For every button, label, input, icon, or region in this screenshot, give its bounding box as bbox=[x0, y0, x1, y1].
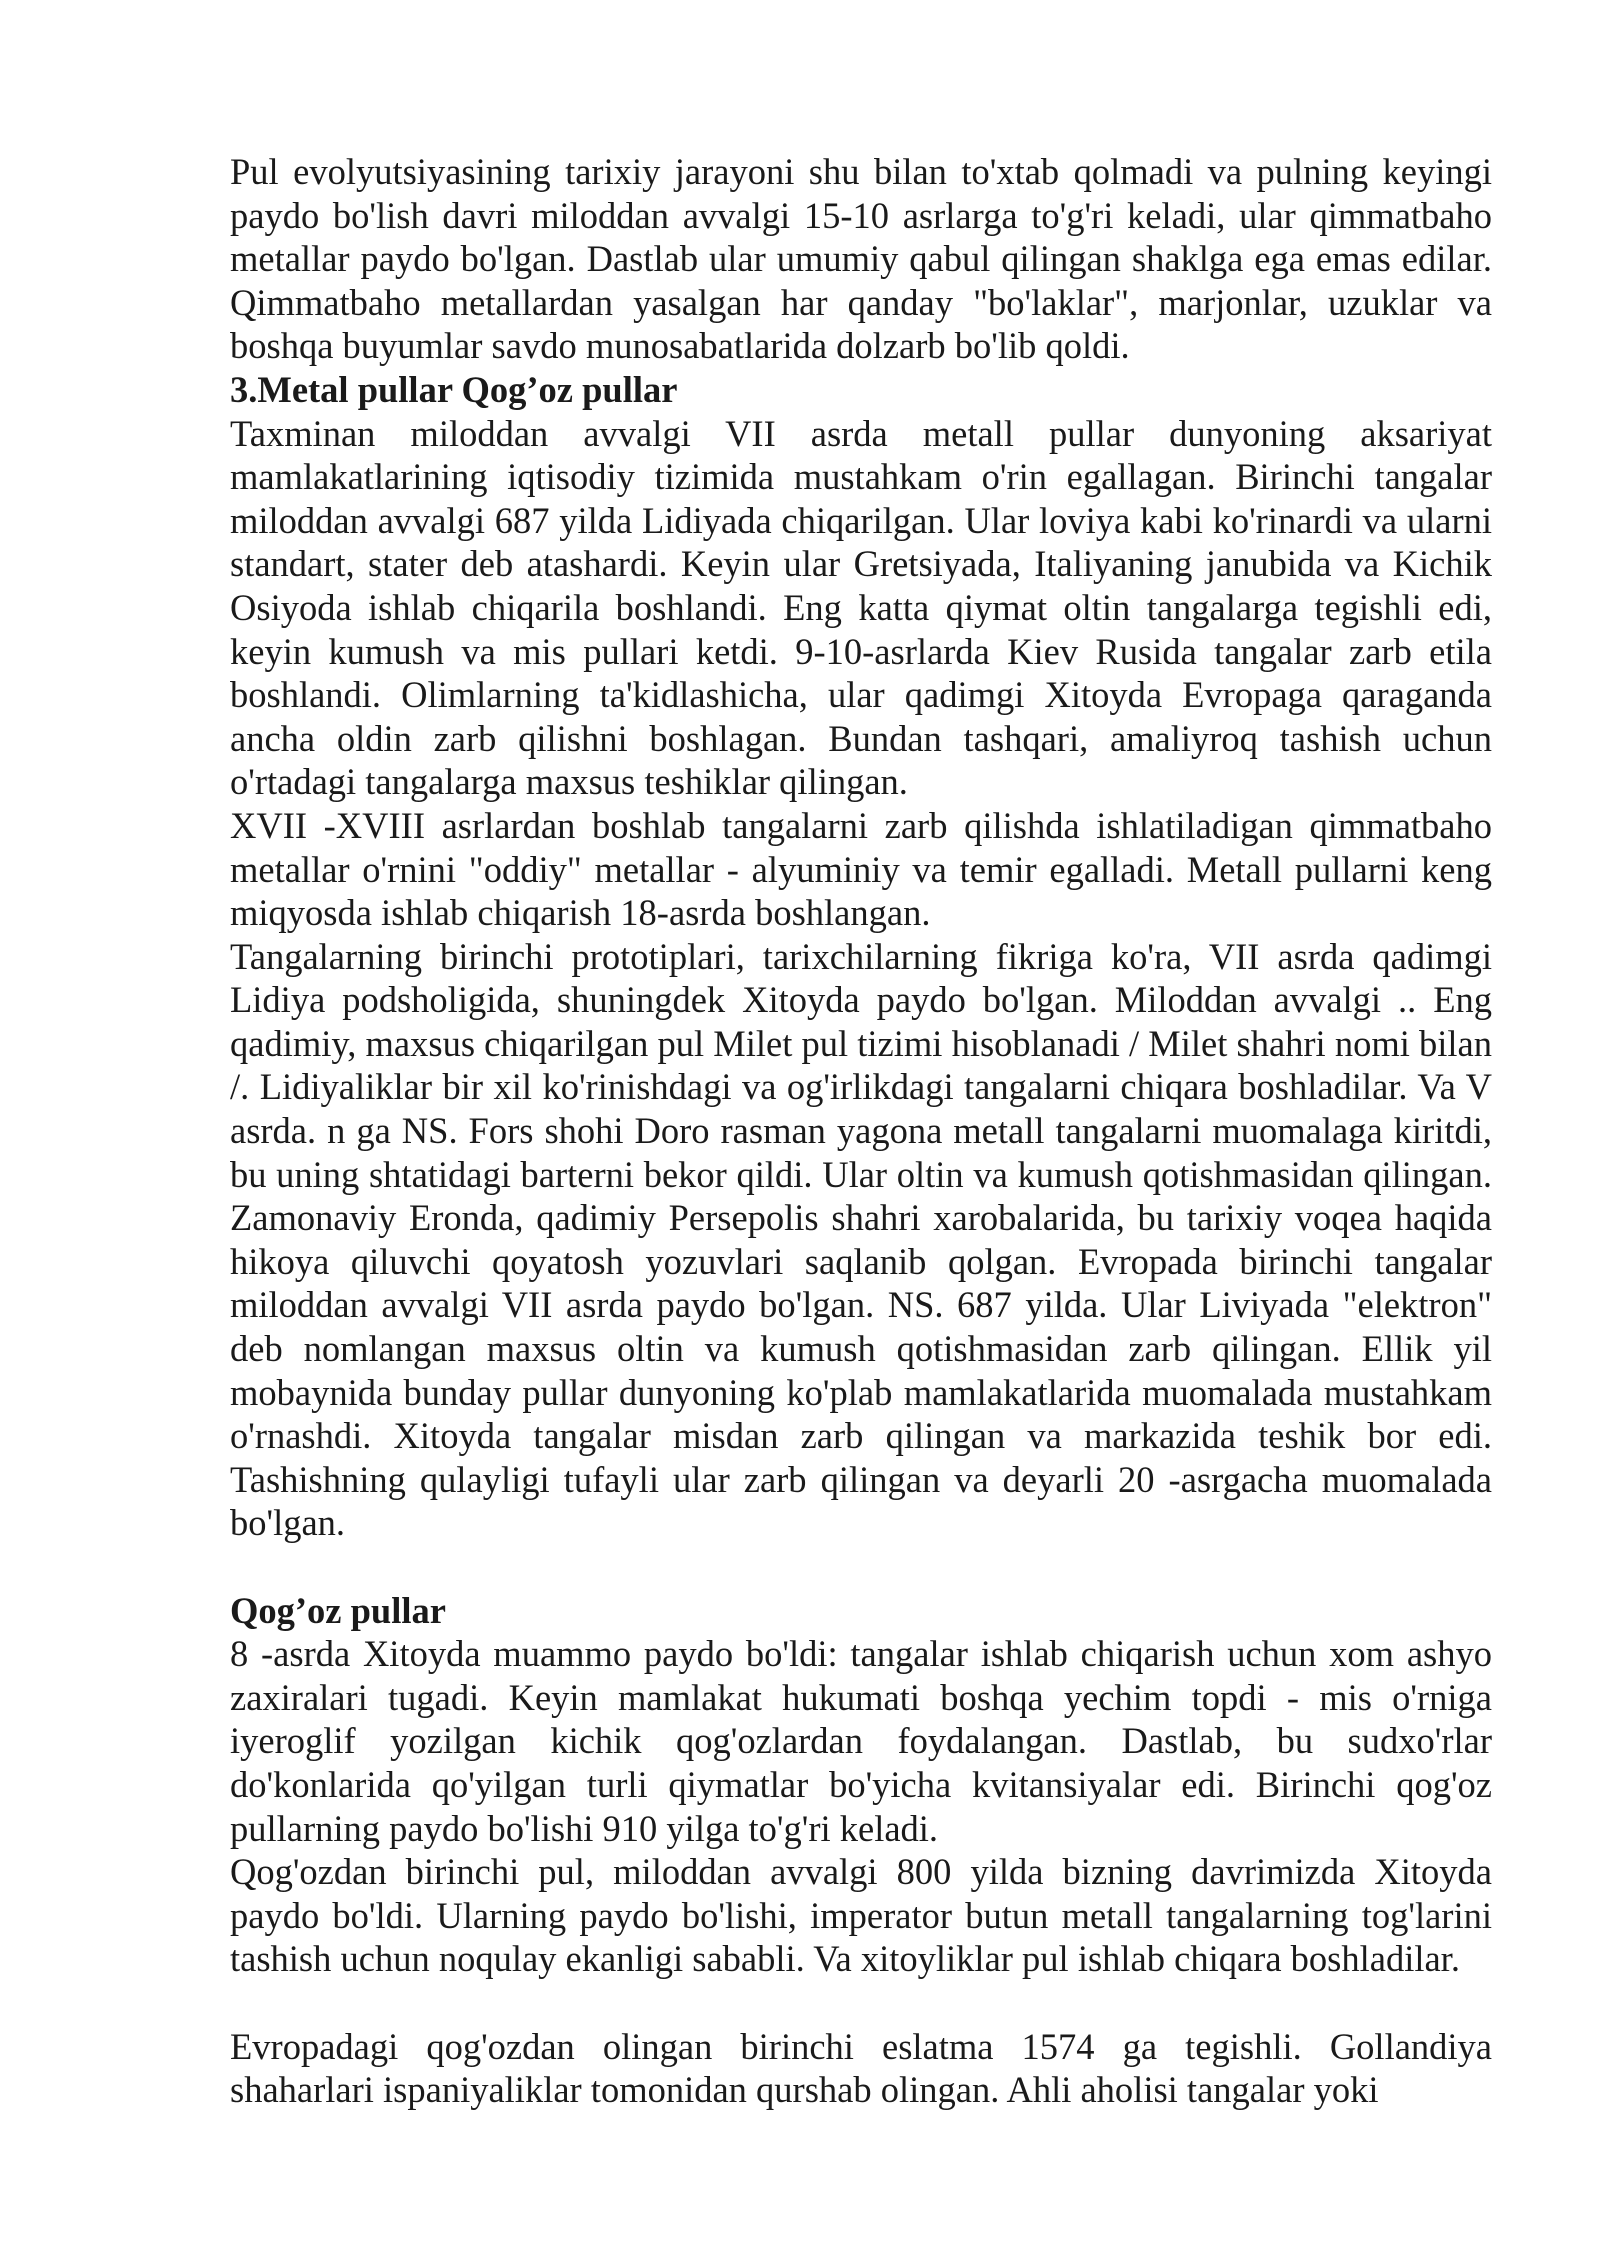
paragraph-metal-evolution: Pul evolyutsiyasining tarixiy jarayoni shu bilan to'xtab qolmadi va pulning keyingi paydo bo'lish davri miloddan avvalgi 15-10 asrlarga to'g'ri keladi, ular qimmatbaho metallar paydo bo'lgan. Dastlab ular umumiy qabul qilingan shaklga ega emas edilar. Qimmatbaho metallardan yasalgan har qanday "bo'laklar", marjonlar, uzuklar va boshqa buyumlar savdo munosabatlarida dolzarb bo'lib qoldi. bbox=[230, 151, 1492, 367]
paragraph-china-paper-money: 8 -asrda Xitoyda muammo paydo bo'ldi: tangalar ishlab chiqarish uchun xom ashyo zaxiralari tugadi. Keyin mamlakat hukumati boshqa yechim topdi - mis o'rniga iyeroglif yozilgan kichik qog'ozlardan foydalangan. Dastlab, bu sudxo'rlar do'konlarida qo'yilgan turli qiymatlar bo'yicha kvitansiyalar edi. Birinchi qog'oz pullarning paydo bo'lishi 910 yilga to'g'ri keladi. bbox=[230, 1633, 1492, 1849]
paragraph-common-metals: XVII -XVIII asrlardan boshlab tangalarni zarb qilishda ishlatiladigan qimmatbaho metallar o'rnini "oddiy" metallar - alyuminiy va temir egalladi. Metall pullarni keng miqyosda ishlab chiqarish 18-asrda boshlangan. bbox=[230, 804, 1492, 934]
section-heading-metal-paper-money: 3.Metal pullar Qog’oz pullar bbox=[230, 368, 678, 410]
paragraph-coin-prototypes: Tangalarning birinchi prototiplari, tarixchilarning fikriga ko'ra, VII asrda qadimgi Lidiya podsholigida, shuningdek Xitoyda paydo bo'lgan. Miloddan avvalgi .. Eng qadimiy, maxsus chiqarilgan pul Milet pul tizimi hisoblanadi / Milet shahri nomi bilan /. Lidiyaliklar bir xil ko'rinishdagi va og'irlikdagi tangalarni chiqara boshladilar. Va V asrda. n ga NS. Fors shohi Doro rasman yagona metall tangalarni muomalaga kiritdi, bu uning shtatidagi barterni bekor qildi. Ular oltin va kumush qotishmasidan qilingan. Zamonaviy Eronda, qadimiy Persepolis shahri xarobalarida, bu tarixiy voqea haqida hikoya qiluvchi qoyatosh yozuvlari saqlanib qolgan. Evropada birinchi tangalar miloddan avvalgi VII asrda paydo bo'lgan. NS. 687 yilda. Ular Liviyada "elektron" deb nomlangan maxsus oltin va kumush qotishmasidan zarb qilingan. Ellik yil mobaynida bunday pullar dunyoning ko'plab mamlakatlarida muomalada mustahkam o'rnashdi. Xitoyda tangalar misdan zarb qilingan va markazida teshik bor edi. Tashishning qulayligi tufayli ular zarb qilingan va deyarli 20 -asrgacha muomalada bo'lgan. bbox=[230, 935, 1492, 1544]
blank-line bbox=[230, 1981, 1492, 2025]
document-page bbox=[230, 150, 1492, 2112]
blank-line bbox=[230, 1545, 1492, 1589]
section-heading-paper-money: Qog’oz pullar bbox=[230, 1589, 446, 1631]
paragraph-europe-paper-note: Evropadagi qog'ozdan olingan birinchi eslatma 1574 ga tegishli. Gollandiya shaharlari ispaniyaliklar tomonidan qurshab olingan. Ahli aholisi tangalar yoki bbox=[230, 2025, 1492, 2111]
paragraph-metal-coins-history: Taxminan miloddan avvalgi VII asrda metall pullar dunyoning aksariyat mamlakatlarining iqtisodiy tizimida mustahkam o'rin egallagan. Birinchi tangalar miloddan avvalgi 687 yilda Lidiyada chiqarilgan. Ular loviya kabi ko'rinardi va ularni standart, stater deb atashardi. Keyin ular Gretsiyada, Italiyaning janubida va Kichik Osiyoda ishlab chiqarila boshlandi. Eng katta qiymat oltin tangalarga tegishli edi, keyin kumush va mis pullari ketdi. 9-10-asrlarda Kiev Rusida tangalar zarb etila boshlandi. Olimlarning ta'kidlashicha, ular qadimgi Xitoyda Evropaga qaraganda ancha oldin zarb qilishni boshlagan. Bundan tashqari, amaliyroq tashish uchun o'rtadagi tangalarga maxsus teshiklar qilingan. bbox=[230, 412, 1492, 803]
paragraph-first-paper-money: Qog'ozdan birinchi pul, miloddan avvalgi 800 yilda bizning davrimizda Xitoyda paydo bo'ldi. Ularning paydo bo'lishi, imperator butun metall tangalarning tog'larini tashish uchun noqulay ekanligi sababli. Va xitoyliklar pul ishlab chiqara boshladilar. bbox=[230, 1851, 1492, 1980]
